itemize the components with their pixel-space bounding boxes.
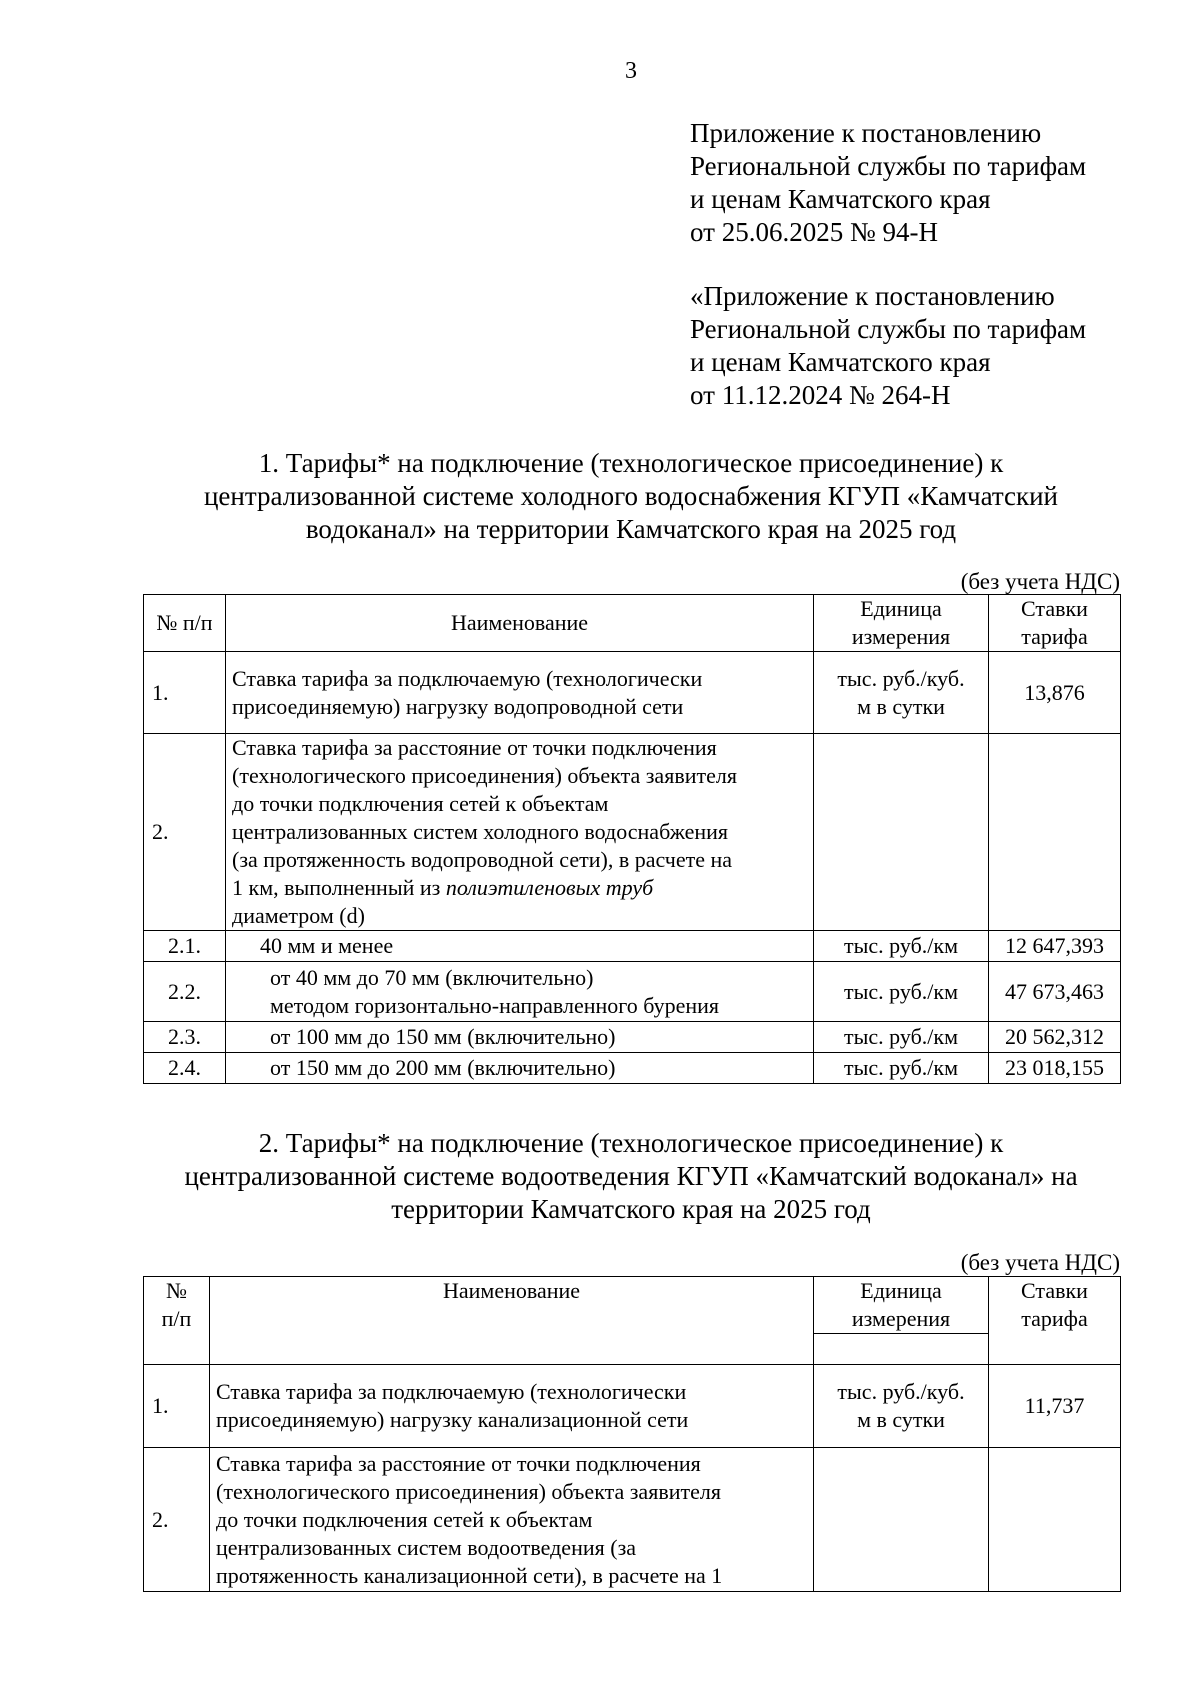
- header-unit-line: измерения: [851, 624, 951, 649]
- table-row: [144, 1022, 1121, 1053]
- vat-note: (без учета НДС): [960, 1250, 1120, 1275]
- vat-note: (без учета НДС): [960, 569, 1120, 594]
- row-num: 1.: [144, 1365, 210, 1448]
- row-name-line: присоединяемую) нагрузку водопроводной сети: [232, 693, 684, 719]
- row-name-line: Ставка тарифа за подключаемую (технологически: [216, 1379, 687, 1404]
- row-name-line: до точки подключения сетей к объектам: [232, 791, 609, 816]
- appendix-line: от 25.06.2025 № 94-Н: [690, 217, 938, 247]
- header-unit: [814, 1277, 989, 1334]
- header-rate-line: тарифа: [1021, 1306, 1088, 1331]
- header-name: Наименование: [210, 1277, 814, 1365]
- title-line: централизованной системе холодного водоснабжения КГУП «Камчатский: [203, 481, 1059, 511]
- header-unit-line: Единица: [860, 596, 942, 621]
- table-row: [144, 1365, 1121, 1448]
- row-name-line: методом горизонтально-направленного бурения: [270, 992, 720, 1018]
- title-line: 1. Тарифы* на подключение (технологическое присоединение) к: [258, 448, 1004, 478]
- section-1-title: [160, 447, 1102, 546]
- header-rate-line: Ставки: [1021, 596, 1088, 621]
- header-rate: [989, 1277, 1121, 1365]
- row-name: [210, 1365, 814, 1448]
- row-unit-line: м в сутки: [857, 1407, 945, 1432]
- row-name-line: Ставка тарифа за расстояние от точки подключения: [232, 735, 717, 760]
- row-name-line: до точки подключения сетей к объектам: [216, 1506, 593, 1532]
- row-unit: тыс. руб./км: [814, 962, 989, 1022]
- table-row: [144, 931, 1121, 962]
- row-unit: [814, 1448, 989, 1592]
- wastewater-tariff-table: [143, 1276, 1121, 1592]
- title-line: территории Камчатского края на 2025 год: [391, 1194, 871, 1224]
- row-name-line: Ставка тарифа за подключаемую (технологически: [232, 665, 703, 691]
- row-unit: тыс. руб./км: [814, 1022, 989, 1053]
- water-supply-tariff-table: [143, 594, 1121, 1084]
- row-rate: [989, 1448, 1121, 1592]
- appendix-line: Региональной службы по тарифам: [690, 314, 1087, 344]
- row-num: 2.: [144, 734, 226, 931]
- row-rate: [989, 734, 1121, 931]
- row-name: 40 мм и менее: [226, 931, 814, 962]
- row-unit-line: м в сутки: [857, 693, 945, 719]
- page-number: 3: [625, 58, 637, 84]
- row-name-line: присоединяемую) нагрузку канализационной сети: [216, 1407, 689, 1432]
- appendix-line: Региональной службы по тарифам: [690, 151, 1087, 181]
- row-unit: [814, 734, 989, 931]
- header-rate-line: тарифа: [1021, 624, 1088, 649]
- title-line: водоканал» на территории Камчатского края на 2025 год: [305, 514, 957, 544]
- row-unit-line: тыс. руб./куб.: [837, 665, 965, 691]
- table-header-row: [144, 1277, 1121, 1334]
- row-unit-line: тыс. руб./куб.: [837, 1379, 965, 1404]
- header-unit: [814, 595, 989, 652]
- row-unit: тыс. руб./км: [814, 931, 989, 962]
- row-rate: 23 018,155: [989, 1053, 1121, 1084]
- row-name-line: централизованных систем холодного водоснабжения: [232, 819, 729, 844]
- row-num: 2.2.: [144, 962, 226, 1022]
- header-unit-line: Единица: [860, 1278, 942, 1303]
- title-line: 2. Тарифы* на подключение (технологическое присоединение) к: [258, 1128, 1004, 1158]
- appendix-line: и ценам Камчатского края: [690, 184, 991, 214]
- table-header-row: [144, 595, 1121, 652]
- row-rate: 13,876: [989, 652, 1121, 734]
- row-rate: 12 647,393: [989, 931, 1121, 962]
- section-2-title: [160, 1127, 1102, 1226]
- appendix-line: от 11.12.2024 № 264-Н: [690, 380, 951, 410]
- row-name-line: (за протяженность водопроводной сети), в расчете на: [232, 847, 733, 872]
- row-name-line: (технологического присоединения) объекта заявителя: [232, 763, 737, 788]
- row-name: [226, 734, 814, 931]
- row-name: [226, 652, 814, 734]
- row-name-line: от 40 мм до 70 мм (включительно): [270, 964, 594, 990]
- row-num: 2.: [144, 1448, 210, 1592]
- header-rate-line: Ставки: [1021, 1278, 1088, 1303]
- appendix-line: и ценам Камчатского края: [690, 347, 991, 377]
- row-name: [226, 962, 814, 1022]
- appendix-line: Приложение к постановлению: [690, 118, 1042, 148]
- row-rate: 11,737: [989, 1365, 1121, 1448]
- appendix-line: «Приложение к постановлению: [690, 281, 1055, 311]
- header-rate: [989, 595, 1121, 652]
- row-num: 1.: [144, 652, 226, 734]
- table-row: [144, 734, 1121, 931]
- row-unit: тыс. руб./км: [814, 1053, 989, 1084]
- row-name-line: протяженность канализационной сети), в расчете на 1: [216, 1562, 723, 1588]
- row-name: от 150 мм до 200 мм (включительно): [226, 1053, 814, 1084]
- table-row: [144, 1053, 1121, 1084]
- row-name-line: Ставка тарифа за расстояние от точки подключения: [216, 1450, 701, 1476]
- row-name: [210, 1448, 814, 1592]
- row-unit: [814, 652, 989, 734]
- header-unit-line: измерения: [851, 1306, 951, 1331]
- row-name-plain: 1 км, выполненный из: [232, 875, 446, 900]
- appendix-header-previous: [690, 280, 1086, 412]
- header-num: № п/п: [144, 595, 226, 652]
- row-unit: [814, 1365, 989, 1448]
- table-row: [144, 1448, 1121, 1592]
- title-line: централизованной системе водоотведения КГУП «Камчатский водоканал» на: [184, 1161, 1078, 1191]
- row-name-line: централизованных систем водоотведения (за: [216, 1534, 637, 1560]
- row-name-italic: полиэтиленовых труб: [445, 875, 654, 900]
- row-rate: 47 673,463: [989, 962, 1121, 1022]
- header-num-line: п/п: [161, 1306, 192, 1331]
- appendix-header-current: [690, 117, 1086, 249]
- header-num-line: №: [166, 1278, 187, 1303]
- header-name: Наименование: [226, 595, 814, 652]
- table-row: [144, 962, 1121, 1022]
- row-name-line: диаметром (d): [232, 903, 365, 928]
- header-num: [144, 1277, 210, 1365]
- row-num: 2.4.: [144, 1053, 226, 1084]
- header-unit-sub: [814, 1334, 989, 1365]
- row-name: от 100 мм до 150 мм (включительно): [226, 1022, 814, 1053]
- row-num: 2.3.: [144, 1022, 226, 1053]
- row-name-line: (технологического присоединения) объекта заявителя: [216, 1478, 721, 1504]
- table-row: [144, 652, 1121, 734]
- row-name-line: [232, 874, 807, 902]
- row-num: 2.1.: [144, 931, 226, 962]
- row-rate: 20 562,312: [989, 1022, 1121, 1053]
